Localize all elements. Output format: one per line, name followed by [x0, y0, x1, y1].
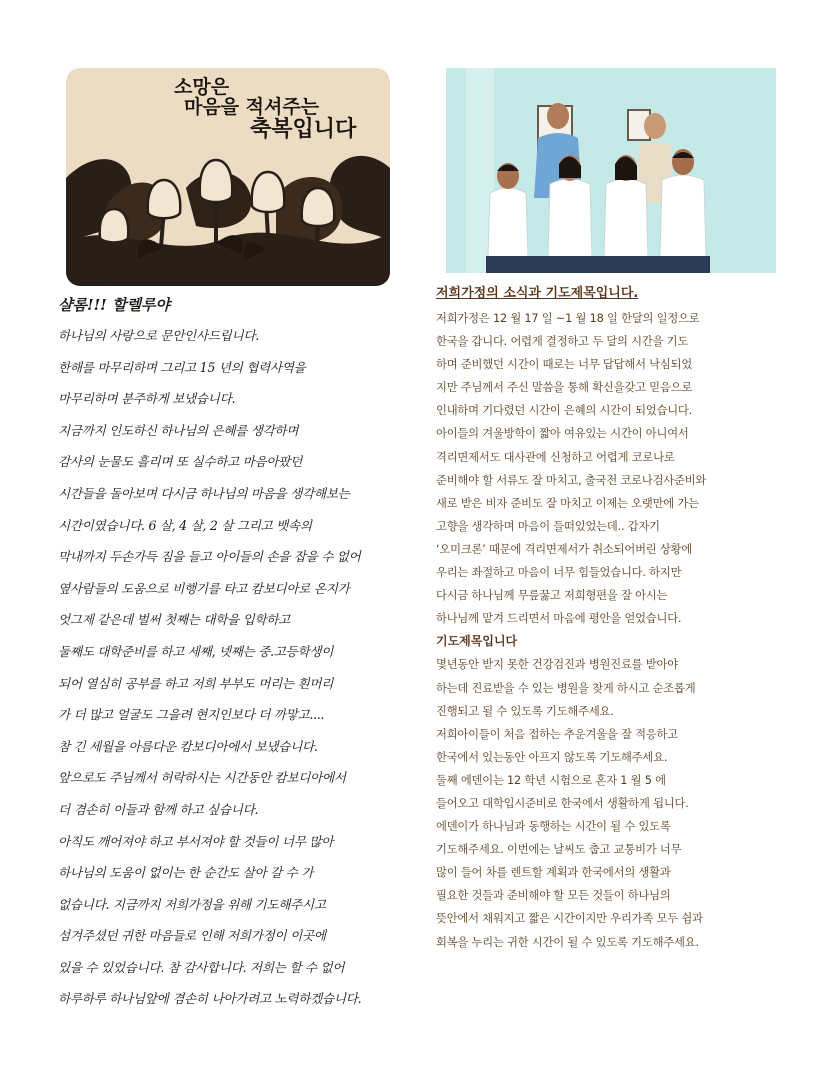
news-line: 하나님께 맡겨 드리면서 마음에 평안을 얻었습니다. [436, 612, 682, 626]
letter-line: 하나님의 도움이 없이는 한 순간도 살아 갈 수 가 [58, 865, 314, 881]
news-line: 한국을 갑니다. 어렵게 결정하고 두 달의 시간을 기도 [436, 335, 689, 349]
letter-line: 옆사람들의 도움으로 비행기를 타고 캄보디아로 온지가 [58, 580, 350, 596]
prayer-line: 저희아이들이 처음 접하는 추운겨울을 잘 적응하고 [436, 727, 678, 741]
letter-line: 둘째도 대학준비를 하고 세째, 넷째는 중.고등학생이 [58, 643, 334, 659]
letter-line: 있을 수 있었습니다. 참 감사합니다. 저희는 할 수 없어 [58, 959, 345, 975]
letter-line: 없습니다. 지금까지 저희가정을 위해 기도해주시고 [58, 896, 326, 912]
illustration-caption [174, 78, 356, 141]
letter-line: 아직도 깨어져야 하고 부서져야 할 것들이 너무 많아 [58, 833, 334, 849]
letter-greeting: 샬롬!!! 할렐루야 [58, 296, 170, 314]
news-line: 우리는 좌절하고 마음이 너무 힘들었습니다. 하지만 [436, 566, 682, 580]
prayer-line: 둘째 에덴이는 12 학년 시험으로 혼자 1 월 5 에 [436, 773, 666, 787]
news-line: 아이들의 겨울방학이 짧아 여유있는 시간이 아니여서 [436, 427, 689, 441]
news-line: 고향을 생각하며 마음이 들떠있었는데.. 갑자기 [436, 519, 660, 533]
prayer-line: 한국에서 있는동안 아프지 않도록 기도해주세요. [436, 750, 668, 764]
letter-line: 더 겸손히 이들과 함께 하고 싶습니다. [58, 801, 259, 817]
letter-line: 시간이였습니다. 6 살, 4 살, 2 살 그리고 뱃속의 [58, 517, 312, 533]
letter-line: 하루하루 하나님앞에 겸손히 나아가려고 노력하겠습니다. [58, 991, 362, 1007]
prayer-title: 기도제목입니다 [436, 634, 518, 649]
news-line: 지만 주님께서 주신 말씀을 통해 확신을갖고 믿음으로 [436, 381, 693, 395]
letter-line: 감사의 눈물도 흘리며 또 실수하고 마음아팠던 [58, 454, 302, 470]
family-news [436, 281, 786, 954]
letter-line: 지금까지 인도하신 하나님의 은혜를 생각하며 [58, 422, 299, 438]
news-line: 준비해야 할 서류도 잘 마치고, 출국전 코로나검사준비와 [436, 473, 707, 487]
prayer-line: 진행되고 될 수 있도록 기도해주세요. [436, 704, 614, 718]
family-photo-drawing [446, 68, 776, 273]
letter-line: 마무리하며 분주하게 보냈습니다. [58, 391, 236, 407]
letter-line: 시간들을 돌아보며 다시금 하나님의 마음을 생각해보는 [58, 485, 350, 501]
prayer-line: 많이 들어 차를 렌트할 계획과 한국에서의 생활과 [436, 866, 671, 880]
news-line: 격리면제서도 대사관에 신청하고 어렵게 코로나로 [436, 450, 675, 464]
news-line: 인내하며 기다렸던 시간이 은혜의 시간이 되었습니다. [436, 404, 693, 418]
news-line: 하며 준비했던 시간이 때로는 너무 답답해서 낙심되었 [436, 358, 693, 372]
news-line: ‘오미크론’ 때문에 격리면제서가 취소되어버린 상황에 [436, 542, 693, 556]
letter-line: 막내까지 두손가득 짐을 들고 아이들의 손을 잡을 수 없어 [58, 549, 361, 565]
handwritten-letter [58, 290, 418, 1015]
caption-line-1: 소망은 [174, 76, 230, 98]
prayer-line: 기도해주세요. 이번에는 날씨도 춥고 교통비가 너무 [436, 843, 682, 857]
prayer-line: 필요한 것들과 준비해야 할 모든 것들이 하나님의 [436, 889, 671, 903]
caption-line-3: 축복입니다 [250, 115, 357, 142]
prayer-line: 들어오고 대학입시준비로 한국에서 생활하게 됩니다. [436, 796, 689, 810]
news-line: 다시금 하나님께 무릎꿇고 저희형편을 잘 아시는 [436, 589, 668, 603]
prayer-line: 회복을 누리는 귀한 시간이 될 수 있도록 기도해주세요. [436, 935, 699, 949]
letter-line: 참 긴 세월을 아름다운 캄보디아에서 보냈습니다. [58, 738, 318, 754]
prayer-line: 몇년동안 받지 못한 건강검진과 병원진료를 받아야 [436, 658, 678, 672]
news-line: 새로 받은 비자 준비도 잘 마치고 이제는 오랫만에 가는 [436, 496, 699, 510]
letter-line: 엇그제 같은데 벌써 첫째는 대학을 입학하고 [58, 612, 291, 628]
tulip-illustration [66, 68, 390, 286]
prayer-line: 하는데 진료받을 수 있는 병원을 찾게 하시고 순조롭게 [436, 681, 696, 695]
prayer-line: 뜻안에서 채워지고 짧은 시간이지만 우리가족 모두 쉼과 [436, 912, 703, 926]
caption-line-2: 마음을 적셔주는 [184, 95, 320, 118]
letter-line: 앞으로도 주님께서 허락하시는 시간동안 캄보디아에서 [58, 770, 346, 786]
letter-line: 하나님의 사랑으로 문안인사드립니다. [58, 328, 259, 343]
family-photo [446, 68, 776, 273]
letter-line: 가 더 많고 얼굴도 그을려 현지인보다 더 까맣고.... [58, 707, 325, 723]
news-title: 저희가정의 소식과 기도제목입니다. [436, 286, 639, 301]
letter-line: 섬겨주셨던 귀한 마음들로 인해 저희가정이 이곳에 [58, 928, 326, 944]
letter-line: 한해를 마무리하며 그리고 15 년의 협력사역을 [58, 359, 306, 375]
prayer-line: 에덴이가 하나님과 동행하는 시간이 될 수 있도록 [436, 820, 671, 834]
news-line: 저희가정은 12 월 17 일 ~1 월 18 일 한달의 일정으로 [436, 312, 700, 325]
letter-line: 되어 열심히 공부를 하고 저희 부부도 머리는 흰머리 [58, 675, 334, 691]
